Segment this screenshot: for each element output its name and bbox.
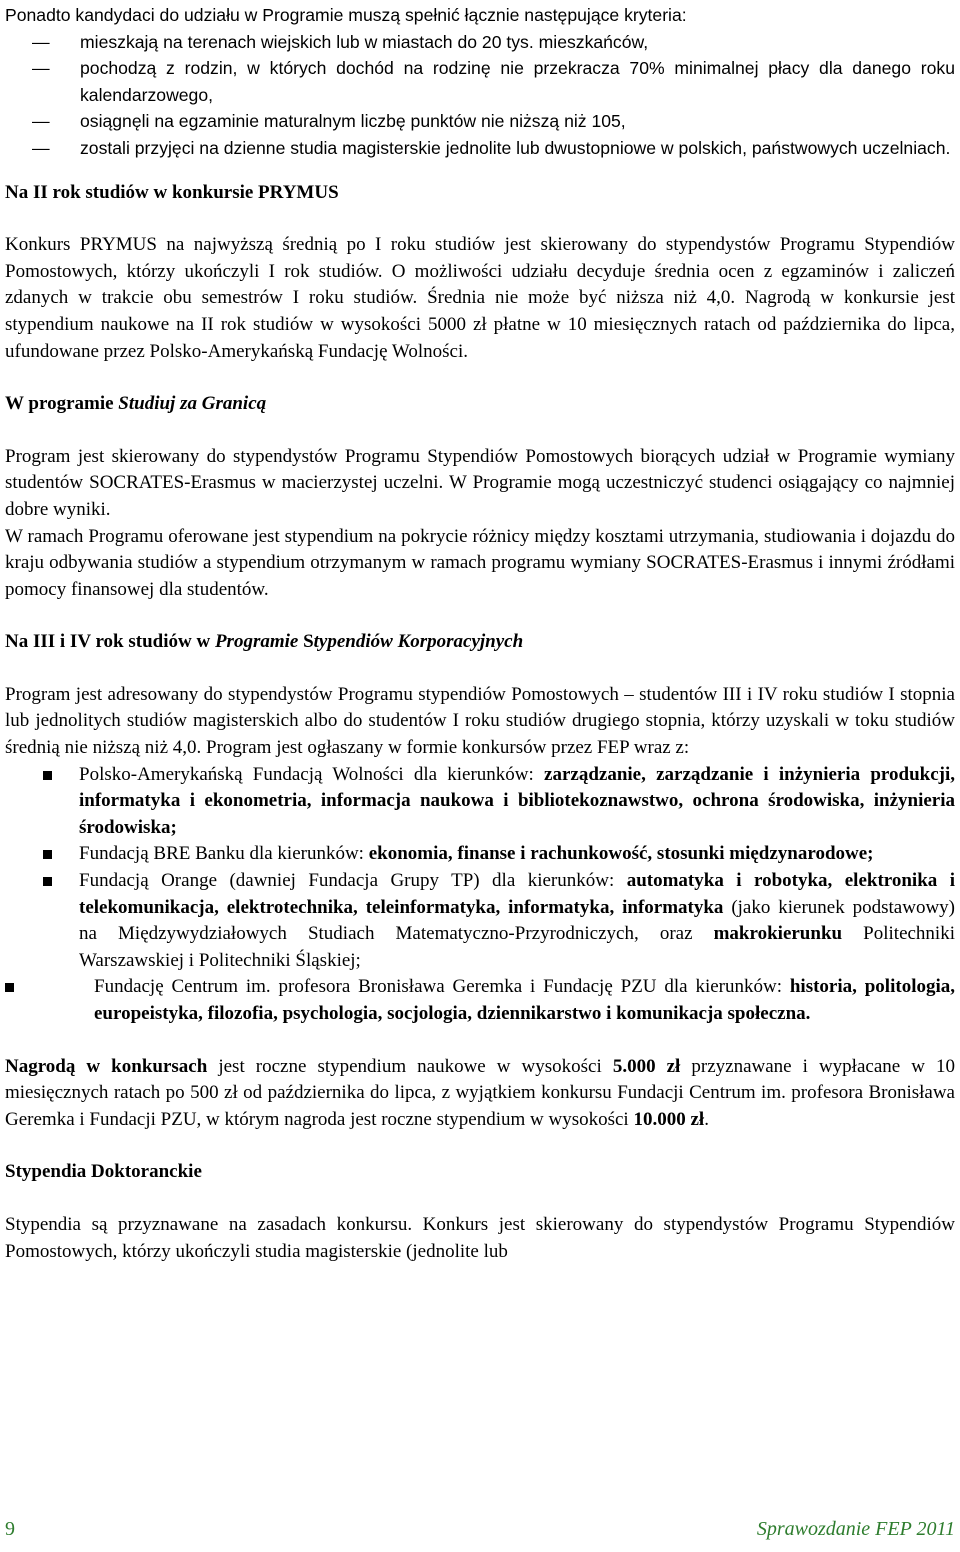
square-bullet-icon [5, 983, 14, 992]
page-footer [5, 1518, 955, 1548]
list-item: Polsko-Amerykańską Fundacją Wolności dla kierunków: zarządzanie, zarządzanie i inżynieria produkcji, informatyka i ekonometria, informacja naukowa i bibliotekoznawstwo, ochrona środowiska, inżynieria środowiska; [5, 762, 955, 842]
square-bullet-icon [43, 771, 52, 780]
page-content [5, 2, 955, 1265]
doktoranckie-paragraph: Stypendia są przyznawane na zasadach konkursu. Konkurs jest skierowany do stypendystów Programu Stypendiów Pomostowych, którzy ukończyli studia magisterskie (jednolite lub [5, 1213, 955, 1262]
list-item: Fundacją BRE Banku dla kierunków: ekonomia, finanse i rachunkowość, stosunki międzynarodowe; [5, 841, 955, 868]
korporacyjne-intro: Program jest adresowany do stypendystów Programu stypendiów Pomostowych – studentów III i IV roku studiów I stopnia lub jednolitych studiów magisterskich albo do studentów I roku studiów drugiego stopnia, którzy uzyskali w toku studiów średnią nie niższą niż 4,0. Program jest ogłaszany w formie konkursów przez FEP wraz z: [5, 683, 955, 759]
list-item: Fundacją Orange (dawniej Fundacja Grupy TP) dla kierunków: automatyka i robotyka, elektronika i telekomunikacja, elektrotechnika, teleinformatyka, informatyka, informatyka (jako kierunek podstawowy) na Międzywydziałowych Studiach Matematyczno-Przyrodniczych, oraz makrokierunku Politechniki Warszawskiej i Politechniki Śląskiej; [5, 868, 955, 974]
list-item: — osiągnęli na egzaminie maturalnym liczbę punktów nie niższą niż 105, [5, 108, 955, 135]
prymus-paragraph: Konkurs PRYMUS na najwyższą średnią po I roku studiów jest skierowany do stypendystów Programu Stypendiów Pomostowych, którzy ukończyli I rok studiów. O możliwości udziału decyduje średnia ocen z egzaminów i zaliczeń zdanych w trakcie obu semestrów I roku studiów. Średnia nie może być niższa niż 4,0. Nagrodą w konkursie jest stypendium naukowe na II rok studiów w wysokości 5000 zł płatne w 10 miesięcznych ratach od października do lipca, ufundowane przez Polsko-Amerykańską Fundację Wolności. [5, 234, 955, 362]
section-heading-prymus: Na II rok studiów w konkursie PRYMUS [5, 181, 339, 203]
list-item: Fundację Centrum im. profesora Bronisława Geremka i Fundację PZU dla kierunków: historia, politologia, europeistyka, filozofia, psychologia, socjologia, dziennikarstwo i komunikacja społeczna. [5, 974, 955, 1027]
nagroda-paragraph: Nagrodą w konkursach jest roczne stypendium naukowe w wysokości 5.000 zł przyznawane i wypłacane w 10 miesięcznych ratach po 500 zł od października do lipca, z wyjątkiem konkursu Fundacji Centrum im. profesora Bronisława Geremka i Fundacji PZU, w którym nagroda jest roczne stypendium w wysokości 10.000 zł. [5, 1055, 955, 1130]
studiuj-paragraph-2: W ramach Programu oferowane jest stypendium na pokrycie różnicy między kosztami utrzymania, studiowania i dojazdu do kraju odbywania studiów a stypendium otrzymanym w ramach programu wymiany SOCRATES-Erasmus i innymi źródłami pomocy finansowej dla studentów. [5, 525, 955, 600]
dash-marker: — [32, 31, 50, 52]
studiuj-paragraph-1: Program jest skierowany do stypendystów Programu Stypendiów Pomostowych biorących udział w Programie wymiany studentów SOCRATES-Erasmus w macierzystej uczelni. W Programie mogą uczestniczyć studenci osiągający co najmniej dobre wyniki. [5, 445, 955, 520]
list-item: — pochodzą z rodzin, w których dochód na rodzinę nie przekracza 70% minimalnej płacy dla danego roku kalendarzowego, [5, 55, 955, 108]
page-number: 9 [5, 1518, 15, 1540]
criteria-intro: Ponadto kandydaci do udziału w Programie muszą spełnić łącznie następujące kryteria: [5, 5, 687, 25]
square-bullet-icon [43, 850, 52, 859]
section-heading-studiuj: W programie Studiuj za Granicą [5, 393, 267, 415]
list-item: — mieszkają na terenach wiejskich lub w miastach do 20 tys. mieszkańców, [5, 29, 955, 56]
dash-marker: — [32, 137, 50, 158]
dash-marker: — [32, 111, 50, 132]
section-heading-doktoranckie: Stypendia Doktoranckie [5, 1161, 202, 1183]
dash-marker: — [32, 58, 50, 79]
square-bullet-icon [43, 877, 52, 886]
foundation-list [5, 762, 955, 1028]
criteria-list [5, 29, 955, 162]
list-item: — zostali przyjęci na dzienne studia magisterskie jednolite lub dwustopniowe w polskich, państwowych uczelniach. [5, 135, 955, 162]
footer-brand: Sprawozdanie FEP 2011 [756, 1518, 955, 1540]
section-heading-korporacyjne: Na III i IV rok studiów w Programie Stypendiów Korporacyjnych [5, 631, 524, 653]
